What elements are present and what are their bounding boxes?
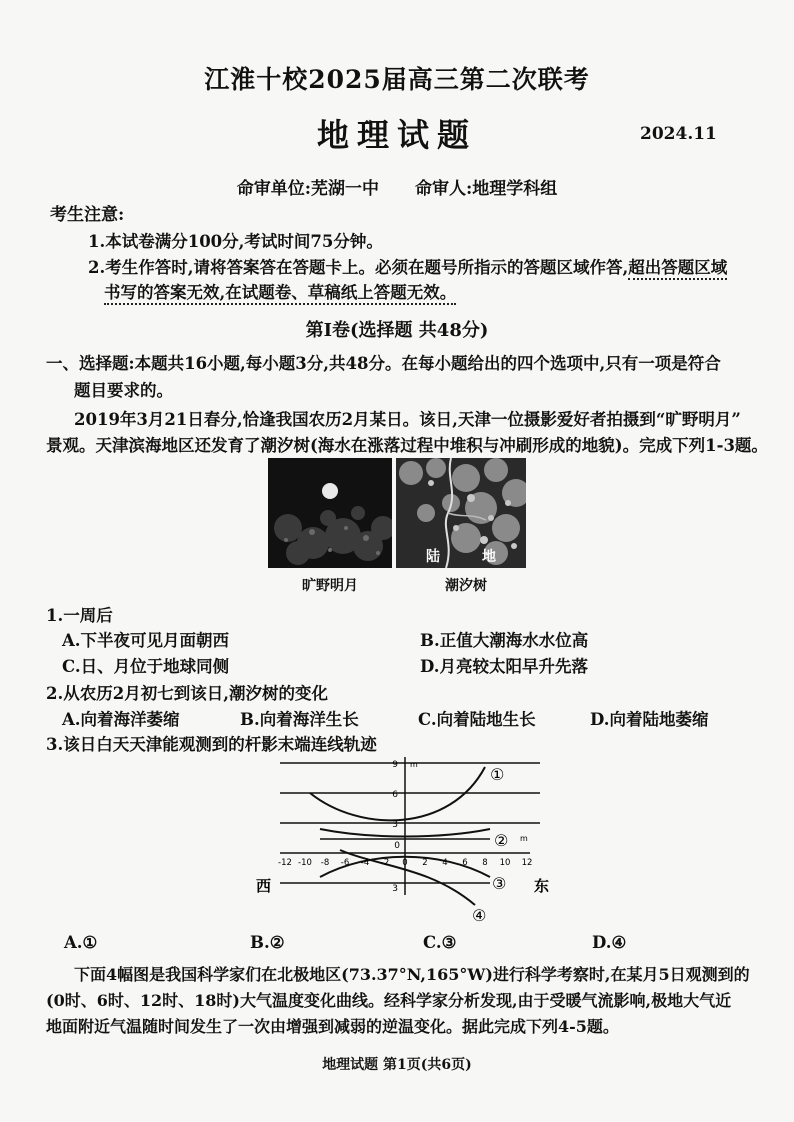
question-1-option-a: A.下半夜可见月面朝西 <box>62 631 230 650</box>
author-line: 命审单位:芜湖一中 命审人:地理学科组 <box>236 179 558 199</box>
section-intro-line-2: 题目要求的。 <box>74 381 173 400</box>
question-3-stem: 3.该日白天天津能观测到的杆影末端连线轨迹 <box>46 735 377 754</box>
y-tick-0: 0 <box>394 841 400 851</box>
question-2-option-d: D.向着陆地萎缩 <box>590 710 709 729</box>
curve-label-3: ③ <box>492 874 507 893</box>
shadow-trajectory-diagram <box>250 755 560 930</box>
y-unit-label: m <box>410 760 418 769</box>
page-footer: 地理试题 第1页(共6页) <box>322 1057 472 1073</box>
moon-photo-caption: 旷野明月 <box>302 578 358 594</box>
subject-title: 地理试题 <box>316 116 477 154</box>
exam-date: 2024.11 <box>640 124 717 144</box>
question-1-option-c: C.日、月位于地球同侧 <box>62 657 230 676</box>
question-1-stem: 1.一周后 <box>46 606 113 625</box>
x-tick: 8 <box>482 858 488 868</box>
tidal-tree-caption: 潮汐树 <box>445 578 487 594</box>
notice-title: 考生注意: <box>50 205 125 225</box>
notice-item-2-emphasis: 超出答题区域 <box>628 258 727 280</box>
x-tick: -6 <box>340 858 350 868</box>
x-tick-labels <box>278 858 532 868</box>
notice-item-2-line-1 <box>88 254 727 278</box>
x-tick: -4 <box>360 858 370 868</box>
notice-item-2-emphasis-2: 书写的答案无效,在试题卷、草稿纸上答题无效。 <box>104 283 456 305</box>
moon-photo-image <box>268 458 392 568</box>
x-tick: -8 <box>320 858 330 868</box>
part-title: 第Ⅰ卷(选择题 共48分) <box>305 320 489 341</box>
x-tick: 4 <box>442 858 448 868</box>
passage-2-line-1: 下面4幅图是我国科学家们在北极地区(73.37°N,165°W)进行科学考察时,在某月5日观测到的 <box>74 965 750 984</box>
question-2-option-b: B.向着海洋生长 <box>240 710 359 729</box>
tidal-tree-image <box>396 458 526 568</box>
curve-label-1: ① <box>490 765 505 784</box>
question-2-option-a: A.向着海洋萎缩 <box>62 710 180 729</box>
question-1-option-b: B.正值大潮海水水位高 <box>420 631 589 650</box>
question-2-option-c: C.向着陆地生长 <box>418 710 536 729</box>
question-3-option-c: C.③ <box>423 933 457 952</box>
x-tick: 0 <box>402 858 408 868</box>
y-tick-neg3: 3 <box>392 884 398 894</box>
photo-label-land-2: 地 <box>482 549 496 565</box>
exam-name: 江淮十校2025届高三第二次联考 <box>204 65 590 94</box>
question-2-stem: 2.从农历2月初七到该日,潮汐树的变化 <box>46 684 328 703</box>
question-3-option-b: B.② <box>250 933 285 952</box>
passage-2-line-3: 地面附近气温随时间发生了一次由增强到减弱的逆温变化。据此完成下列4-5题。 <box>46 1017 619 1036</box>
x-unit-label: m <box>520 834 528 843</box>
x-tick: 12 <box>521 858 533 868</box>
curve-label-4: ④ <box>472 906 487 925</box>
photo-label-land-1: 陆 <box>426 549 440 565</box>
y-tick-9: 9 <box>392 760 398 770</box>
question-3-option-d: D.④ <box>592 933 627 952</box>
passage-1-line-1: 2019年3月21日春分,恰逢我国农历2月某日。该日,天津一位摄影爱好者拍摄到“旷野明月” <box>74 410 741 429</box>
tidal-tree-photo <box>396 458 526 568</box>
moon-icon <box>322 483 338 499</box>
west-label: 西 <box>256 877 272 895</box>
east-label: 东 <box>534 877 550 895</box>
notice-item-1: 1.本试卷满分100分,考试时间75分钟。 <box>88 232 383 251</box>
question-1-option-d: D.月亮较太阳早升先落 <box>420 657 588 676</box>
notice-item-2-text: 2.考生作答时,请将答案答在答题卡上。必须在题号所指示的答题区域作答, <box>88 258 629 277</box>
curve-label-2: ② <box>494 831 509 850</box>
shadow-diagram-svg <box>250 755 560 930</box>
x-tick: -12 <box>278 858 292 868</box>
notice-item-2-line-2 <box>104 279 456 303</box>
y-tick-6: 6 <box>392 790 398 800</box>
x-tick: 10 <box>499 858 511 868</box>
passage-1-line-2: 景观。天津滨海地区还发育了潮汐树(海水在涨落过程中堆积与冲刷形成的地貌)。完成下列1-3题。 <box>46 436 768 455</box>
x-tick: 6 <box>462 858 468 868</box>
x-tick: -2 <box>380 858 390 868</box>
x-tick: -10 <box>298 858 312 868</box>
section-intro-line-1: 一、选择题:本题共16小题,每小题3分,共48分。在每小题给出的四个选项中,只有一项是符合 <box>46 354 721 373</box>
moon-photo <box>268 458 392 568</box>
y-tick-3: 3 <box>392 820 398 830</box>
question-3-option-a: A.① <box>64 933 98 952</box>
x-tick: 2 <box>422 858 428 868</box>
passage-2-line-2: (0时、6时、12时、18时)大气温度变化曲线。经科学家分析发现,由于受暖气流影响,极地大气近 <box>46 991 732 1010</box>
